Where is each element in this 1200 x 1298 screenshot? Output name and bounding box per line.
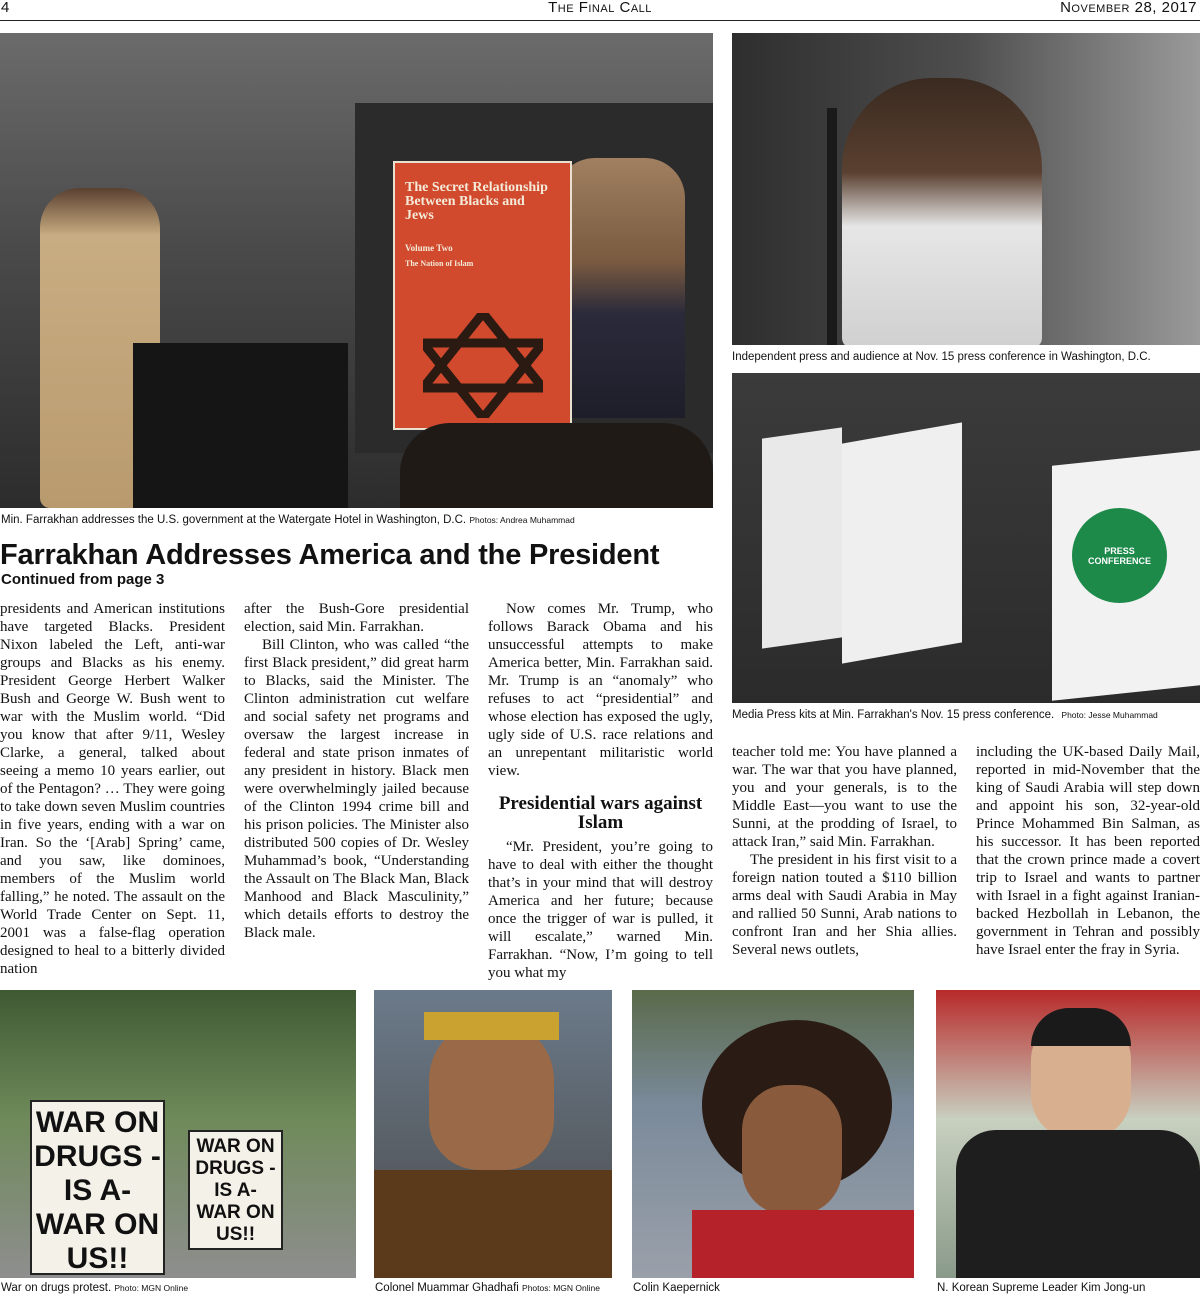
drugs-caption-text: War on drugs protest. [1,1282,112,1294]
kits-caption-text: Media Press kits at Min. Farrakhan's Nov. 15 press conference. [732,709,1055,721]
main-photo-caption [1,513,575,527]
page-header [0,0,1200,21]
col2-paragraph-1: after the Bush-Gore presidential election, said Min. Farrakhan. [244,601,469,635]
main-photo-credit: Photos: Andrea Muhammad [469,515,575,525]
bag-left [762,427,842,648]
col3-paragraph-2: “Mr. President, you’re going to have to deal with either the thought that’s in your mind that will destroy America and her future; because once the trigger of war is pulled, it will escalate,” warned Min. Farrakhan. “Now, I’m going to tell you what my [488,839,713,981]
bag-mid [842,422,962,663]
sign2-text: WAR ON DRUGS -IS A- WAR ON US!! [195,1136,276,1245]
kits-photo-caption [732,708,1158,722]
col2-paragraph-2: Bill Clinton, who was called “the first Black president,” did great harm to Blacks, said the Minister. The Clinton administration cut welfare and social safety net programs and oversaw the largest increase in federal and state prison inmates of any president in history. Black men were overwhelmingly jailed because of the Clinton 1994 crime bill and his prison policies. The Minister also distributed 500 copies of Dr. Wesley Muhammad’s book, “Understanding the Assault on The Black Man, Black Manhood and Black Masculinity,” which details efforts to destroy the Black male. [244,637,469,941]
protest-sign-2 [188,1130,283,1250]
section-subhead: Presidential wars against Islam [498,793,703,833]
ghadhafi-photo-caption [375,1281,600,1295]
kaepernick-photo [632,990,914,1278]
book-cover [393,161,572,430]
press-sticker [1072,508,1167,603]
kim-hair [1031,1008,1131,1046]
ghadhafi-caption-text: Colonel Muammar Ghadhafi [375,1282,519,1294]
publication-name: The Final Call [548,0,652,16]
nixon-image [555,158,685,418]
woman-figure-shape [842,78,1042,345]
drugs-photo-credit: Photo: MGN Online [114,1283,189,1293]
podium [133,343,348,508]
col4-paragraph-2: The president in his first visit to a foreign nation touted a $110 billion arms deal with Saudi Arabia in May and rallied 50 Sunni, Arab nations to confront Iran and her Shia allies. Several news outlets, [732,852,957,958]
article-column-4 [732,743,957,959]
col1-paragraph: presidents and American institutions have targeted Blacks. President Nixon labeled the Left, anti-war groups and Blacks as his enemy. President George Herbert Walker Bush and George W. Bush went to war with the Muslim world. “Did you know that after 9/11, Wesley Clarke, a general, talked about seeing a memo 10 years earlier, out of the Pentagon? … They were going to take down seven Muslim countries in five years, ending with a war on Iran. So the ‘[Arab] Spring’ came, and you saw, like dominoes, members of the Muslim world falling,” he noted. The assault on the World Trade Center on Sept. 11, 2001 was a false-flag operation designed to heal to a bitterly divided nation [0,601,225,977]
star-of-david-icon [423,313,543,418]
col4-paragraph-1: teacher told me: You have planned a war. The war that you have planned, you and your generals, is to the Middle East—you want to use the Sunni, at the prodding of Israel, to attack Iran,” said Min. Farrakhan. [732,744,957,850]
sticker-text: PRESS CONFERENCE [1087,545,1151,566]
gold-crown [424,1012,559,1040]
kim-photo-caption: N. Korean Supreme Leader Kim Jong-un [937,1282,1146,1294]
page-number: 4 [1,0,10,16]
sign1-text: WAR ON DRUGS -IS A- WAR ON US!! [34,1106,161,1275]
press-photo-caption: Independent press and audience at Nov. 15 press conference in Washington, D.C. [732,351,1151,363]
continued-from-label: Continued from page 3 [1,571,165,588]
red-jersey [692,1210,914,1278]
ghadhafi-face [429,1020,554,1170]
article-column-2 [244,600,469,942]
book-title: The Secret Relationship Between Blacks and Jews [405,180,548,223]
article-column-3 [488,600,713,982]
issue-date: November 28, 2017 [1060,0,1197,16]
ghadhafi-photo-credit: Photos: MGN Online [522,1283,600,1293]
article-column-5 [976,743,1200,959]
protest-sign-1 [30,1100,165,1275]
robe [374,1170,612,1278]
col5-paragraph: including the UK-based Daily Mail, reported in mid-November that the king of Saudi Arabia will step down and appoint his son, 32-year-old Prince Mohammed Bin Salman, as his successor. It has been reported that the crown prince made a covert trip to Israel and wants to partner with Israel in a fight against Iranian-backed Hezbollah in Lebanon, the government in Tehran and possibly have Israel enter the fray in Syria. [976,744,1200,958]
kits-photo-credit: Photo: Jesse Muhammad [1061,710,1158,720]
kaepernick-face [742,1085,842,1215]
article-column-1 [0,600,225,978]
dark-suit [956,1130,1200,1278]
main-caption-text: Min. Farrakhan addresses the U.S. government at the Watergate Hotel in Washington, D.C. [1,514,467,526]
kaepernick-photo-caption: Colin Kaepernick [633,1282,720,1294]
drugs-photo-caption [1,1281,188,1295]
kim-jong-un-photo [936,990,1200,1278]
ghadhafi-photo [374,990,612,1278]
col3-paragraph-1: Now comes Mr. Trump, who follows Barack Obama and his unsuccessful attempts to make America better, Min. Farrakhan said. Mr. Trump is an “anomaly” who refuses to act “presidential” and whose election has exposed the ugly, ugly side of U.S. race relations and an unrepentant militaristic world view. [488,601,713,779]
article-headline: Farrakhan Addresses America and the President [0,539,660,571]
book-publisher: The Nation of Islam [405,259,474,268]
press-audience-photo [732,33,1200,345]
camera-pole [827,108,837,345]
press-kits-photo [732,373,1200,703]
war-on-drugs-photo [0,990,356,1278]
audience-silhouette [400,423,713,508]
book-volume: Volume Two [405,243,453,253]
farrakhan-podium-photo [0,33,713,508]
